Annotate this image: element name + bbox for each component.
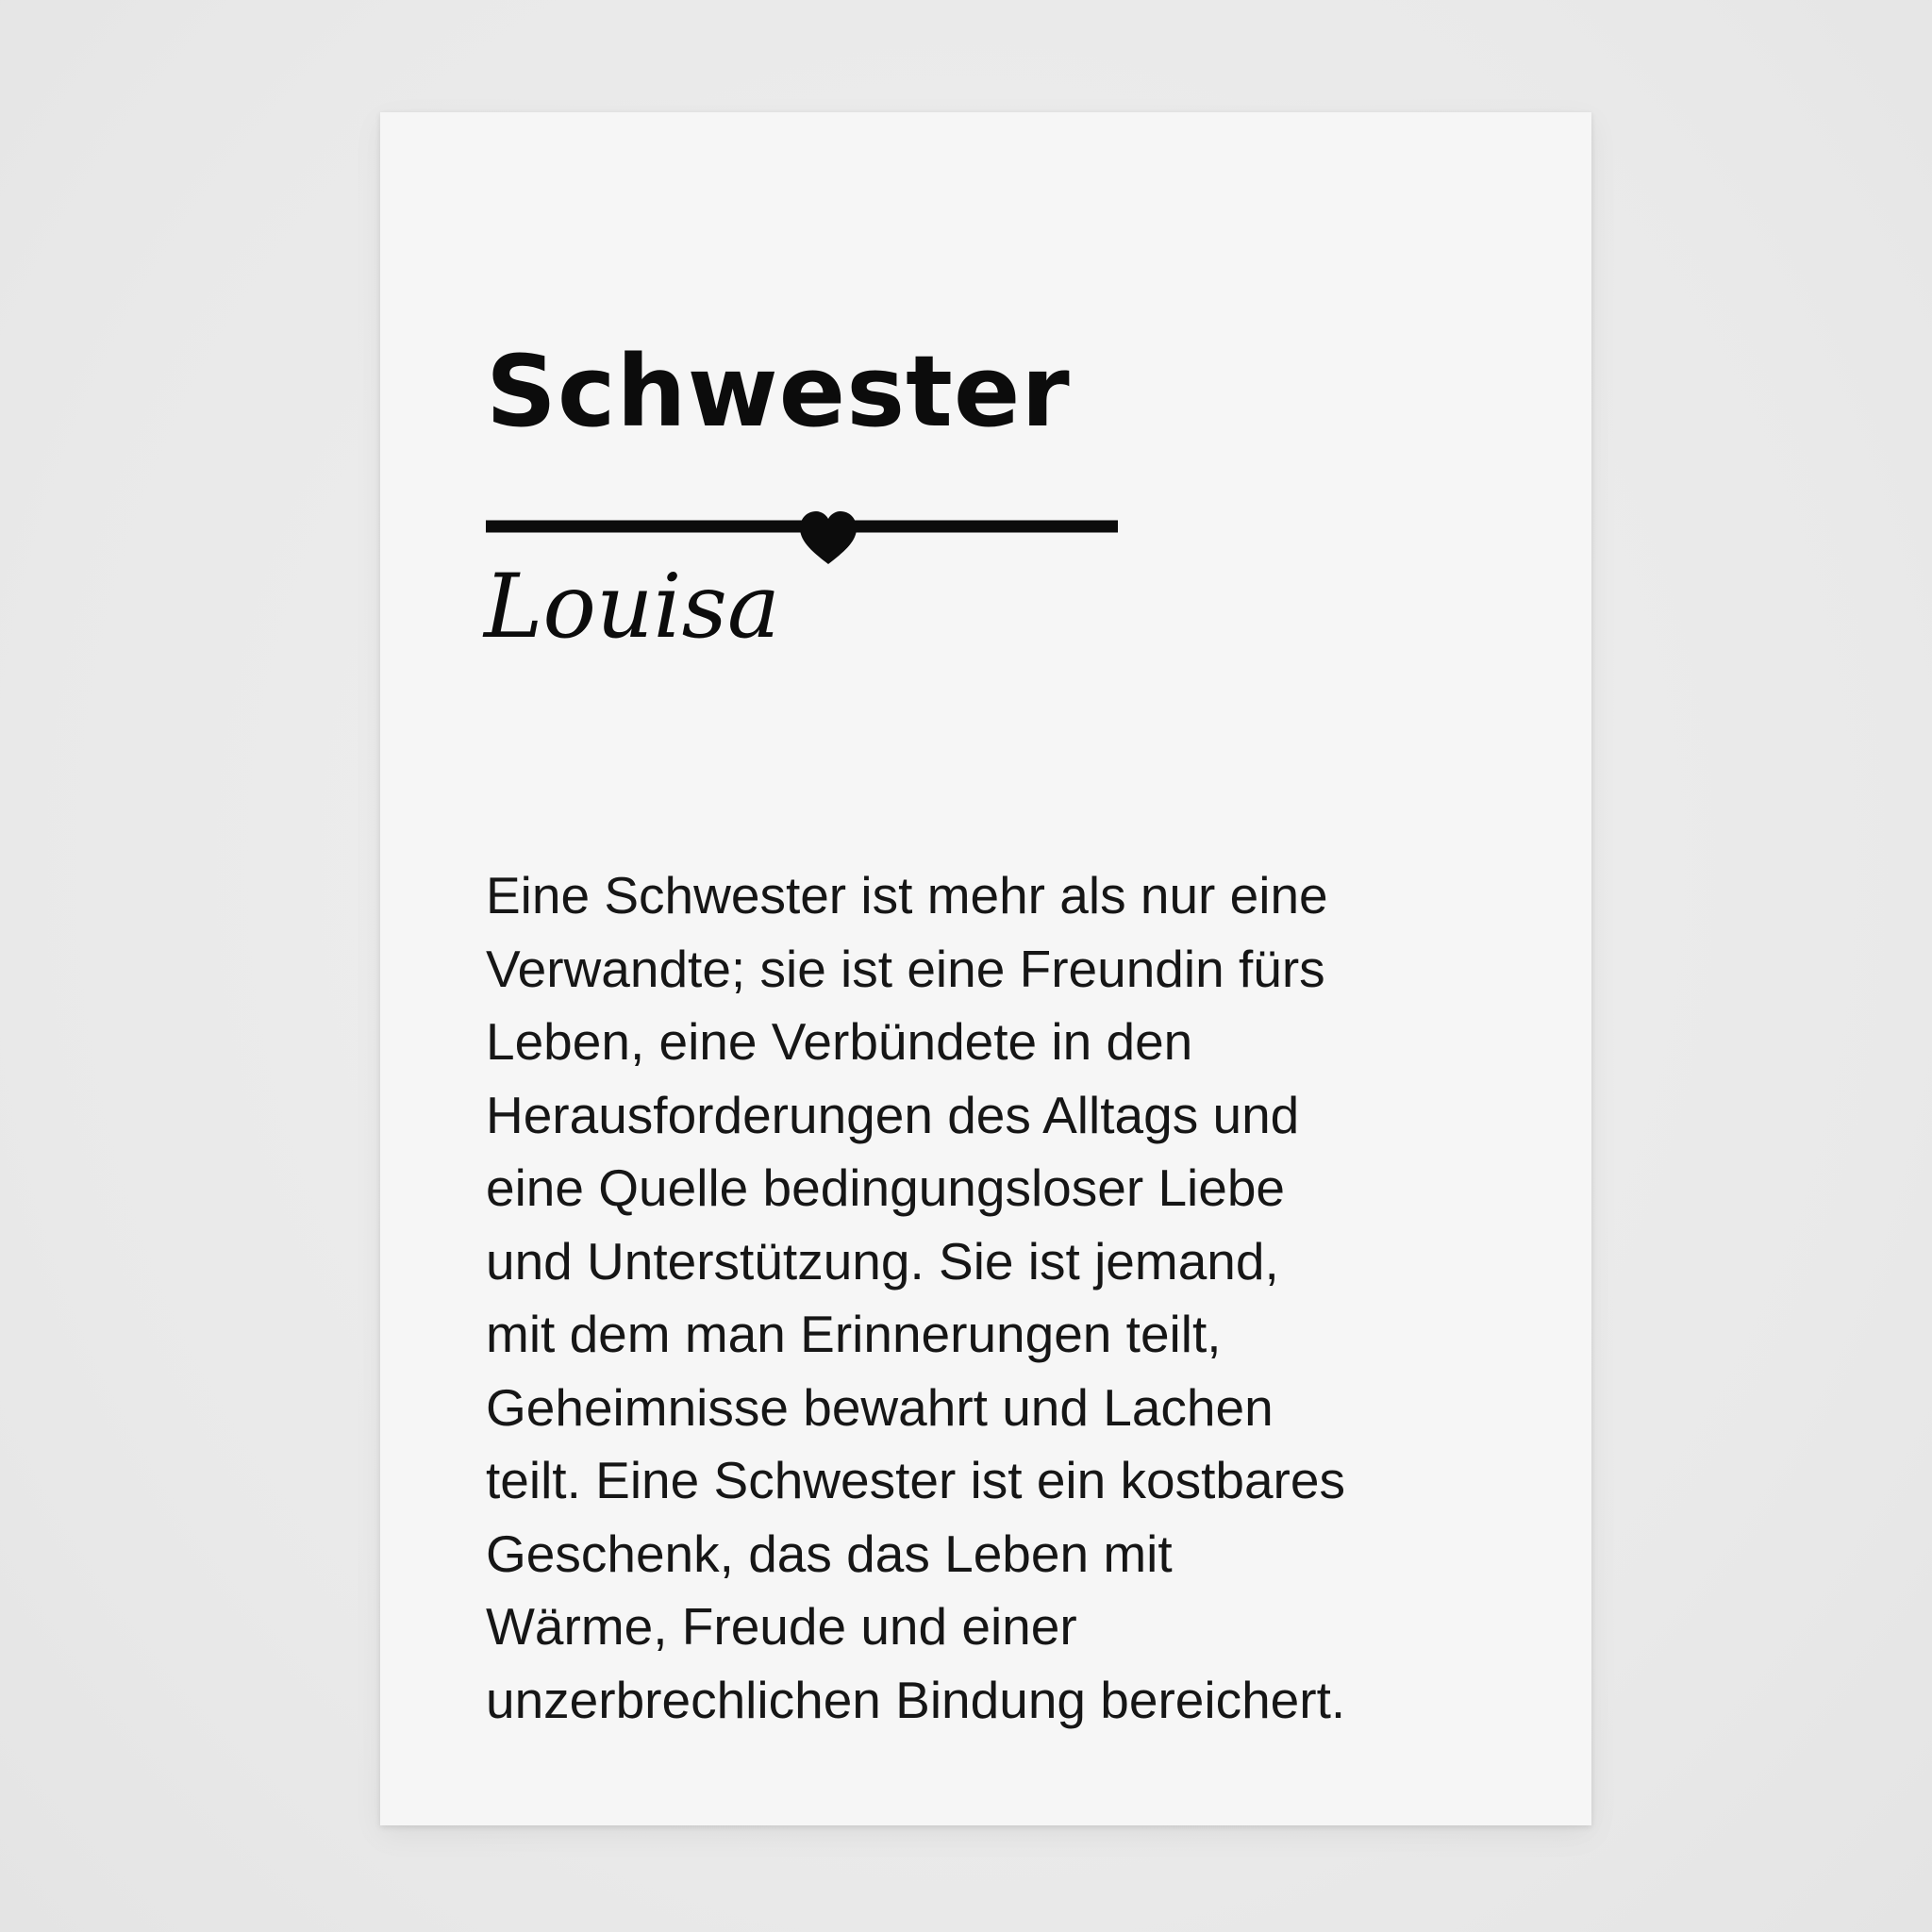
definition-line: teilt. Eine Schwester ist ein kostbares (486, 1451, 1345, 1509)
definition-line: unzerbrechlichen Bindung bereichert. (486, 1670, 1346, 1729)
person-name: Louisa (484, 556, 780, 658)
definition-line: und Unterstützung. Sie ist jemand, (486, 1231, 1279, 1291)
definition-line: Geheimnisse bewahrt und Lachen (486, 1377, 1274, 1437)
definition-line: Leben, eine Verbündete in den (486, 1012, 1193, 1071)
poster-title: Schwester (486, 334, 1071, 449)
definition-text (486, 859, 1524, 1737)
definition-line: Geschenk, das das Leben mit (486, 1524, 1173, 1583)
definition-line: Eine Schwester ist mehr als nur eine (486, 866, 1328, 924)
definition-line: eine Quelle bedingungsloser Liebe (486, 1158, 1286, 1217)
definition-line: Wärme, Freude und einer (486, 1597, 1077, 1656)
definition-line: Verwandte; sie ist eine Freundin fürs (486, 939, 1325, 998)
heart-icon (800, 511, 857, 564)
definition-line: Herausforderungen des Alltags und (486, 1085, 1300, 1144)
poster (380, 112, 1591, 1825)
definition-line: mit dem man Erinnerungen teilt, (486, 1305, 1222, 1363)
